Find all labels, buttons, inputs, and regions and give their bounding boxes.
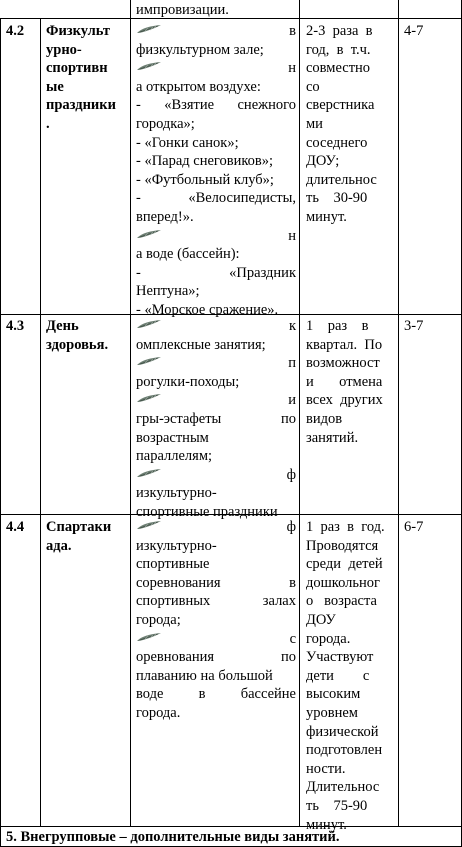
row-number: 4.3	[6, 318, 25, 334]
leaf-bullet-icon	[136, 319, 162, 330]
frequency-line: сверстника	[306, 97, 375, 114]
frequency-line: города.	[306, 630, 351, 647]
frequency-line: 1 раз в	[306, 318, 369, 334]
frequency	[306, 518, 394, 834]
leaf-bullet-icon	[136, 520, 162, 531]
list-text: возрастным	[136, 429, 209, 446]
item-letter: к	[288, 318, 296, 334]
list-text: соревнования в	[136, 574, 296, 591]
list-item	[136, 518, 296, 537]
list-text: гры-эстафеты по	[136, 410, 296, 427]
row-title	[46, 22, 128, 134]
list-text: спортивных залах	[136, 593, 296, 610]
frequency-line: всех других	[306, 392, 383, 409]
leaf-bullet-icon	[136, 632, 162, 643]
frequency-line: 1 раз в год.	[306, 519, 385, 535]
title-line: спортивн	[46, 60, 108, 77]
frequency-line: физической	[306, 723, 379, 740]
list-text: - «Велосипедисты,	[136, 190, 296, 207]
frequency-line: дети с	[306, 667, 370, 684]
frequency-line: занятий.	[306, 429, 359, 446]
item-letter: ф	[286, 466, 296, 483]
frequency-line: ть 30-90	[306, 190, 368, 207]
frequency-line: квартал. По	[306, 336, 383, 353]
list-text: города.	[136, 704, 181, 721]
frequency-line: подготовлен	[306, 742, 383, 759]
list-text: городка»;	[136, 115, 195, 132]
list-text: Нептуна»;	[136, 283, 200, 300]
activity-list	[136, 518, 296, 723]
list-item	[136, 391, 296, 410]
list-text: рогулки-походы;	[136, 373, 240, 390]
list-item	[136, 630, 296, 649]
activity-list	[136, 22, 296, 320]
title-line: ые	[46, 78, 64, 95]
list-text: вперед!».	[136, 208, 194, 225]
list-item	[136, 22, 296, 41]
top-continuation: импровизации.	[136, 2, 229, 18]
frequency	[306, 317, 394, 447]
list-text: - «Футбольный клуб»;	[136, 171, 274, 188]
age-range: 3-7	[404, 318, 424, 334]
list-text: - «Морское сражение».	[136, 301, 279, 318]
list-text: оревнования по	[136, 649, 296, 666]
frequency-line: год, в т.ч.	[306, 41, 371, 58]
list-text: омплексные занятия;	[136, 336, 266, 353]
list-text: а воде (бассейн):	[136, 246, 240, 263]
frequency-line: и отмена	[306, 373, 383, 390]
title-line: урно-	[46, 41, 82, 58]
leaf-bullet-icon	[136, 356, 162, 367]
list-item	[136, 317, 296, 336]
frequency-line: уровнем	[306, 704, 358, 721]
list-text: - «Праздник	[136, 264, 296, 281]
list-item	[136, 354, 296, 373]
frequency-line: ми	[306, 115, 323, 132]
list-text: а открытом воздухе:	[136, 78, 261, 95]
frequency-line: длительнос	[306, 171, 377, 188]
title-line: .	[46, 115, 50, 132]
item-letter: с	[289, 630, 296, 647]
item-letter: в	[289, 23, 296, 39]
title-line: ада.	[46, 537, 72, 554]
section-heading: 5. Внегрупповые – дополнительные виды занятий.	[6, 829, 340, 845]
item-letter: и	[288, 392, 296, 409]
row-title	[46, 518, 128, 555]
list-text: изкультурно-	[136, 537, 217, 554]
list-text: - «Парад снеговиков»;	[136, 153, 274, 170]
table-rule	[0, 18, 462, 19]
leaf-bullet-icon	[136, 24, 162, 35]
list-item	[136, 466, 296, 485]
list-text: города;	[136, 611, 181, 628]
title-line: праздники	[46, 97, 116, 114]
frequency-line: дошкольног	[306, 574, 380, 591]
list-text: воде в бассейне	[136, 686, 296, 703]
list-text: спортивные	[136, 556, 210, 573]
activity-list	[136, 317, 296, 522]
table-rule	[398, 0, 399, 826]
frequency-line: высоким	[306, 686, 361, 703]
frequency-line: ДОУ	[306, 611, 336, 628]
frequency-line: ности.	[306, 760, 346, 777]
frequency	[306, 22, 394, 227]
item-letter: н	[288, 227, 296, 244]
frequency-line: видов	[306, 410, 343, 427]
item-letter: ф	[286, 519, 296, 535]
frequency-line: совместно	[306, 60, 371, 77]
list-text: изкультурно-	[136, 485, 217, 502]
title-line: Физкульт	[46, 23, 111, 39]
frequency-line: соседнего	[306, 134, 368, 151]
frequency-line: Участвуют	[306, 649, 374, 666]
list-text: плаванию на большой	[136, 667, 273, 684]
title-line: Спартаки	[46, 519, 112, 535]
frequency-line: Проводятся	[306, 537, 379, 554]
table-rule	[299, 0, 300, 826]
title-line: День	[46, 318, 79, 334]
list-text: физкультурном залe;	[136, 41, 264, 58]
row-title	[46, 317, 128, 354]
item-letter: п	[288, 355, 296, 372]
frequency-line: со	[306, 78, 320, 95]
row-number: 4.2	[6, 23, 25, 39]
leaf-bullet-icon	[136, 61, 162, 72]
table-rule	[130, 0, 131, 826]
frequency-line: среди детей	[306, 556, 383, 573]
frequency-line: минут.	[306, 816, 347, 833]
list-text: - «Гонки санок»;	[136, 134, 239, 151]
age-range: 6-7	[404, 519, 424, 535]
item-letter: н	[288, 60, 296, 77]
frequency-line: 2-3 раза в	[306, 23, 373, 39]
frequency-line: Длительнос	[306, 779, 380, 796]
frequency-line: возможност	[306, 355, 380, 372]
leaf-bullet-icon	[136, 393, 162, 404]
frequency-line: ть 75-90	[306, 797, 368, 814]
list-item	[136, 227, 296, 246]
list-text: спортивные праздники	[136, 503, 278, 520]
table-rule	[40, 18, 41, 826]
list-text: - «Взятие снежного	[136, 97, 296, 114]
frequency-line: о возраста	[306, 593, 377, 610]
table-rule	[0, 18, 1, 847]
list-text: параллелям;	[136, 448, 213, 465]
title-line: здоровья.	[46, 336, 109, 353]
frequency-line: ДОУ;	[306, 153, 340, 170]
frequency-line: минут.	[306, 208, 347, 225]
row-number: 4.4	[6, 519, 25, 535]
age-range: 4-7	[404, 23, 424, 39]
leaf-bullet-icon	[136, 468, 162, 479]
leaf-bullet-icon	[136, 229, 162, 240]
list-item	[136, 59, 296, 78]
